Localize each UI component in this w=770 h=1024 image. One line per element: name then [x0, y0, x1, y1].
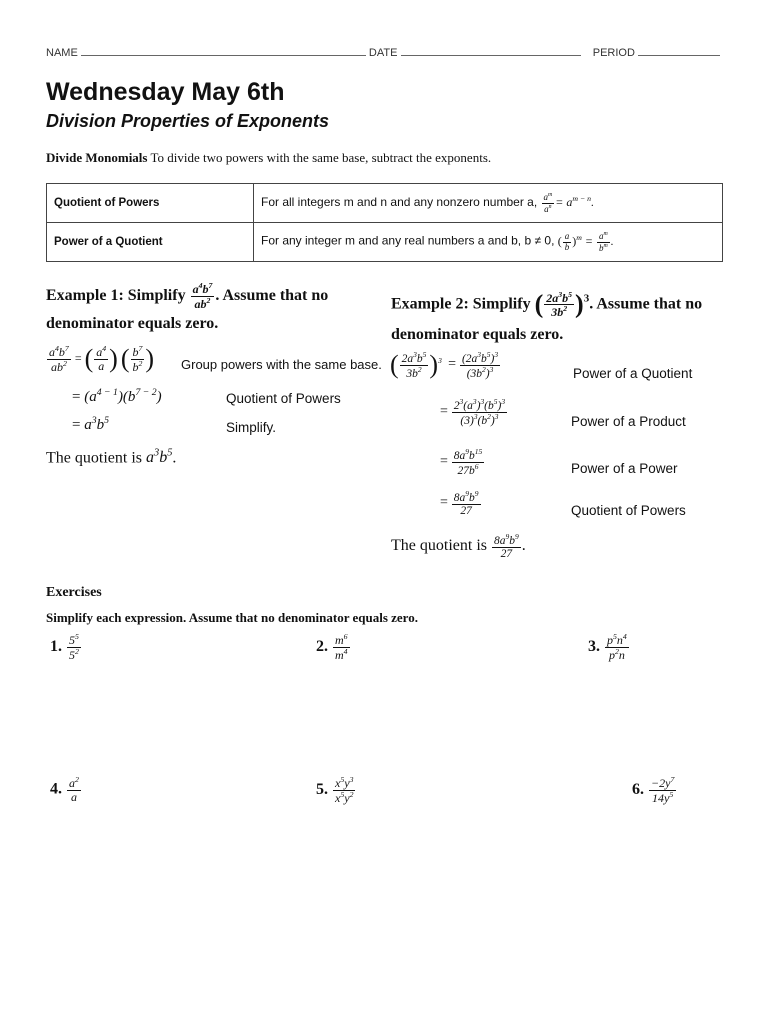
rule-name: Power of a Quotient: [47, 223, 254, 262]
exercise-item: 6. $\frac{-2y^7}{14y^5}$: [632, 775, 675, 805]
rule-description: [254, 184, 723, 223]
intro-term: Divide Monomials: [46, 150, 148, 165]
exercise-item: 2. $\frac{m^6}{m^4}$: [316, 632, 348, 662]
intro-description: To divide two powers with the same base, subtract the exponents.: [150, 150, 492, 165]
rule-text: For any integer m and any real numbers a and b, b ≠ 0,: [261, 233, 555, 248]
exercise-expression: $\frac{x^5y^3}{x^5y^2}$: [335, 775, 354, 805]
rule-formula-result: = $a^{m - n}$.: [555, 194, 595, 210]
rule-formula-fraction: $\frac{a^m}{a^n}$: [543, 192, 553, 214]
example1-step1-math: $\frac{a^4b^7}{ab^2}$ = ( $\frac{a^4}{a}$ ) ( $\frac{b^7}{b^2}$ ): [49, 343, 155, 374]
exercise-expression: $\frac{-2y^7}{14y^5}$: [651, 775, 675, 805]
exercise-expression: $\frac{a^2}{a}$: [69, 775, 79, 804]
intro-text: [46, 150, 491, 166]
example1-expression: $\frac{a^4b^7}{ab^2}$: [192, 281, 213, 311]
student-info-line: [46, 46, 726, 59]
example1-heading: Example 1: Simplify $\frac{a^4b^7}{ab^2}$ . Assume that no denominator equals zero.: [46, 281, 329, 333]
exercise-item: 5. $\frac{x^5y^3}{x^5y^2}$: [316, 775, 354, 805]
example2-step4-math: = $\frac{8a^9b^9}{27}$: [440, 489, 479, 517]
exercises-heading: Exercises: [46, 585, 102, 600]
rule-name: Quotient of Powers: [47, 184, 254, 223]
example2-step3-note: Power of a Power: [571, 461, 678, 476]
exercise-expression: $\frac{m^6}{m^4}$: [335, 632, 348, 662]
example2-step1-note: Power of a Quotient: [573, 366, 693, 381]
example2-conclusion: The quotient is $\frac{8a^9b^9}{27}$ .: [391, 532, 526, 560]
period-field[interactable]: [638, 46, 720, 56]
example1-step2-math: = $(a^{4 - 1})(b^{7 - 2})$: [72, 387, 162, 405]
example2-expression: ( $\frac{2a^3b^5}{3b^2}$ )$^3$: [534, 289, 590, 320]
exercise-item: 3. $\frac{p^5n^4}{p^2n}$: [588, 632, 627, 662]
rule-formula: ( $\frac{a}{b}$ )$^m$ = $\frac{a^m}{b^m}$ .: [557, 231, 614, 253]
example1-step2-note: Quotient of Powers: [226, 391, 341, 406]
page-title: Wednesday May 6th: [46, 78, 285, 106]
page-subtitle: Division Properties of Exponents: [46, 111, 330, 131]
rule-row: [47, 184, 723, 223]
exercise-expression: $\frac{p^5n^4}{p^2n}$: [607, 632, 627, 662]
example1-conclusion: The quotient is $a^3b^5$.: [46, 448, 177, 467]
rule-text: For all integers m and n and any nonzero number a,: [261, 195, 538, 210]
example2-step1-math: ( $\frac{2a^3b^5}{3b^2}$ )$^3$ = $\frac{(2a^3b^5)^3}{(3b^2)^3}$: [390, 349, 499, 380]
exercise-expression: $\frac{5^5}{5^2}$: [69, 632, 79, 662]
exercise-item: 4. $\frac{a^2}{a}$: [50, 775, 79, 804]
example2-step2-note: Power of a Product: [571, 414, 686, 429]
example2-heading: Example 2: Simplify ( $\frac{2a^3b^5}{3b^2}$ )$^3$. Assume that no denominator equals zero.: [391, 289, 703, 343]
example2-step2-math: = $\frac{2^3(a^3)^3(b^5)^3}{(3)^3(b^2)^3}$: [440, 397, 506, 427]
example1-step1-note: Group powers with the same base.: [181, 357, 382, 372]
exercises-instructions: Simplify each expression. Assume that no denominator equals zero.: [46, 610, 418, 625]
period-label: PERIOD: [592, 47, 635, 59]
name-label: NAME: [46, 47, 78, 59]
rule-description: [254, 223, 723, 262]
date-field[interactable]: [401, 46, 581, 56]
date-label: DATE: [368, 47, 398, 59]
example2-step4-note: Quotient of Powers: [571, 503, 686, 518]
example1-step3-math: = $a^3b^5$: [72, 415, 109, 433]
example2-step3-math: = $\frac{8a^9b^{15}}{27b^6}$: [440, 447, 483, 477]
example1-step3-note: Simplify.: [226, 420, 277, 435]
name-field[interactable]: [81, 46, 366, 56]
rule-row: [47, 223, 723, 262]
rules-table: [46, 183, 723, 262]
exercise-item: 1. $\frac{5^5}{5^2}$: [50, 632, 79, 662]
